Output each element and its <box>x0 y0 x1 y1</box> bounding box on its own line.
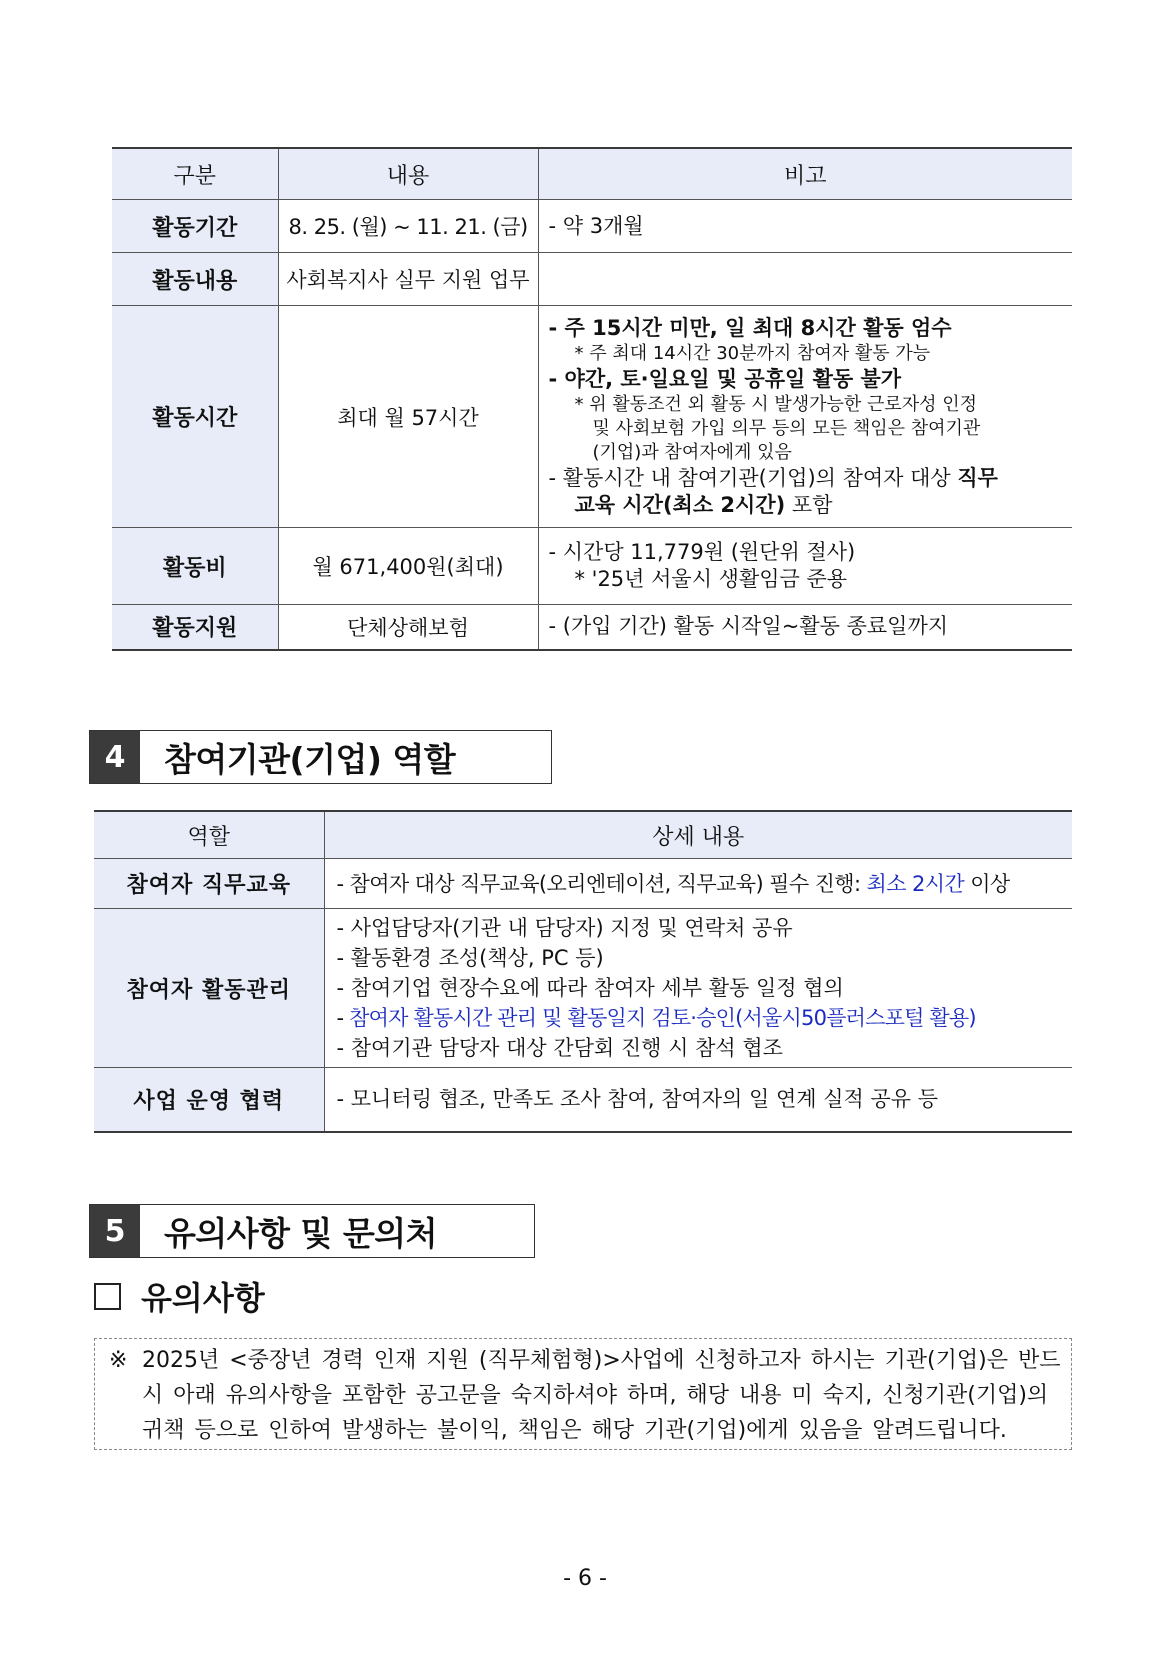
section-title: 참여기관(기업) 역할 <box>164 739 456 779</box>
row-detail <box>324 1068 1072 1132</box>
note-line: - 시간당 11,779원 (원단위 절사) <box>548 540 856 564</box>
detail-line: - 사업담당자(기관 내 담당자) 지정 및 연락처 공유 <box>336 916 793 940</box>
row-note <box>538 528 1072 605</box>
row-content: 사회복지사 실무 지원 업무 <box>278 253 538 306</box>
row-category: 활동기간 <box>112 200 278 253</box>
detail-line: - 참여기관 담당자 대상 간담회 진행 시 참석 협조 <box>336 1036 783 1060</box>
note-text: - 활동시간 내 참여기관(기업)의 참여자 대상 <box>548 465 951 490</box>
row-category: 활동지원 <box>112 605 278 650</box>
row-note <box>538 200 1072 253</box>
table-row <box>94 909 1072 1068</box>
row-role: 참여자 직무교육 <box>94 859 324 909</box>
note-text: 포함 <box>791 492 833 517</box>
table-row <box>112 306 1072 528</box>
table-row <box>112 253 1072 306</box>
note-emphasis: 교육 시간(최소 2시간) <box>574 492 786 517</box>
note-line: * 위 활동조건 외 활동 시 발생가능한 근로자성 인정 <box>574 393 978 415</box>
detail-highlight: 최소 2시간 <box>866 871 965 896</box>
note-line <box>549 465 1063 492</box>
notice-subheading-text: 유의사항 <box>141 1279 265 1317</box>
notice-box <box>94 1338 1072 1450</box>
row-content: 8. 25. (월) ~ 11. 21. (금) <box>278 200 538 253</box>
table-row <box>112 605 1072 650</box>
row-role: 참여자 활동관리 <box>94 909 324 1068</box>
row-note <box>538 306 1072 528</box>
detail-line: - 활동환경 조성(책상, PC 등) <box>336 946 604 970</box>
note-line: (기업)과 참여자에게 있음 <box>592 441 792 463</box>
table-header-row <box>112 148 1072 200</box>
note-line <box>549 492 1063 519</box>
column-header: 구분 <box>112 148 278 200</box>
column-header: 비고 <box>538 148 1072 200</box>
section-title: 유의사항 및 문의처 <box>164 1213 438 1253</box>
notice-text: 2025년 <중장년 경력 인재 지원 (직무체험형)>사업에 신청하고자 하시는 기관(기업)은 반드시 아래 유의사항을 포함한 공고문을 숙지하셔야 하며, 해당 내용 미 숙지, 신청기관(기업)의 귀책 등으로 인하여 발생하는 불이익, 책임은 해당 기관(기업)에게 있음을 알려드립니다. <box>142 1348 1061 1443</box>
table-row <box>94 859 1072 909</box>
column-header: 내용 <box>278 148 538 200</box>
note-line: - 약 3개월 <box>548 213 644 238</box>
section-number: 5 <box>90 1205 140 1257</box>
row-content: 단체상해보험 <box>278 605 538 650</box>
section-5-heading <box>89 1204 535 1258</box>
row-role: 사업 운영 협력 <box>94 1068 324 1132</box>
detail-text: 이상 <box>970 871 1010 896</box>
note-line: - 야간, 토·일요일 및 공휴일 활동 불가 <box>548 366 902 391</box>
notice-subheading <box>94 1273 265 1319</box>
note-line: * '25년 서울시 생활임금 준용 <box>574 567 848 591</box>
column-header: 역할 <box>94 811 324 859</box>
row-category: 활동비 <box>112 528 278 605</box>
column-header: 상세 내용 <box>324 811 1072 859</box>
note-line: - (가입 기간) 활동 시작일~활동 종료일까지 <box>548 614 949 639</box>
section-number: 4 <box>90 731 140 783</box>
table-row <box>112 200 1072 253</box>
detail-text: - 참여자 대상 직무교육(오리엔테이션, 직무교육) 필수 진행: <box>336 871 861 896</box>
table-header-row <box>94 811 1072 859</box>
detail-line: - 모니터링 협조, 만족도 조사 참여, 참여자의 일 연계 실적 공유 등 <box>336 1087 939 1112</box>
detail-line: - 참여기업 현장수요에 따라 참여자 세부 활동 일정 협의 <box>336 976 844 1000</box>
row-detail <box>324 859 1072 909</box>
row-content: 월 671,400원(최대) <box>278 528 538 605</box>
participant-roles-table <box>94 810 1072 1133</box>
row-content: 최대 월 57시간 <box>278 306 538 528</box>
note-line: - 주 15시간 미만, 일 최대 8시간 활동 엄수 <box>548 315 952 340</box>
row-detail <box>324 909 1072 1068</box>
note-line: * 주 최대 14시간 30분까지 참여자 활동 가능 <box>574 342 931 364</box>
note-line: 및 사회보험 가입 의무 등의 모든 책임은 참여기관 <box>592 417 981 439</box>
checkbox-square-icon <box>94 1283 121 1310</box>
row-note <box>538 253 1072 306</box>
table-row <box>112 528 1072 605</box>
section-4-heading <box>89 730 552 784</box>
detail-highlight: 참여자 활동시간 관리 및 활동일지 검토·승인(서울시50플러스포털 활용) <box>349 1006 976 1030</box>
page-number: - 6 - <box>563 1566 607 1591</box>
reference-mark-icon: ※ <box>109 1348 128 1373</box>
note-emphasis: 직무 <box>957 465 998 490</box>
activity-conditions-table <box>112 147 1072 651</box>
row-category: 활동시간 <box>112 306 278 528</box>
row-note <box>538 605 1072 650</box>
row-category: 활동내용 <box>112 253 278 306</box>
detail-line: - 참여자 활동시간 관리 및 활동일지 검토·승인(서울시50플러스포털 활용) <box>336 1006 976 1030</box>
table-row <box>94 1068 1072 1132</box>
